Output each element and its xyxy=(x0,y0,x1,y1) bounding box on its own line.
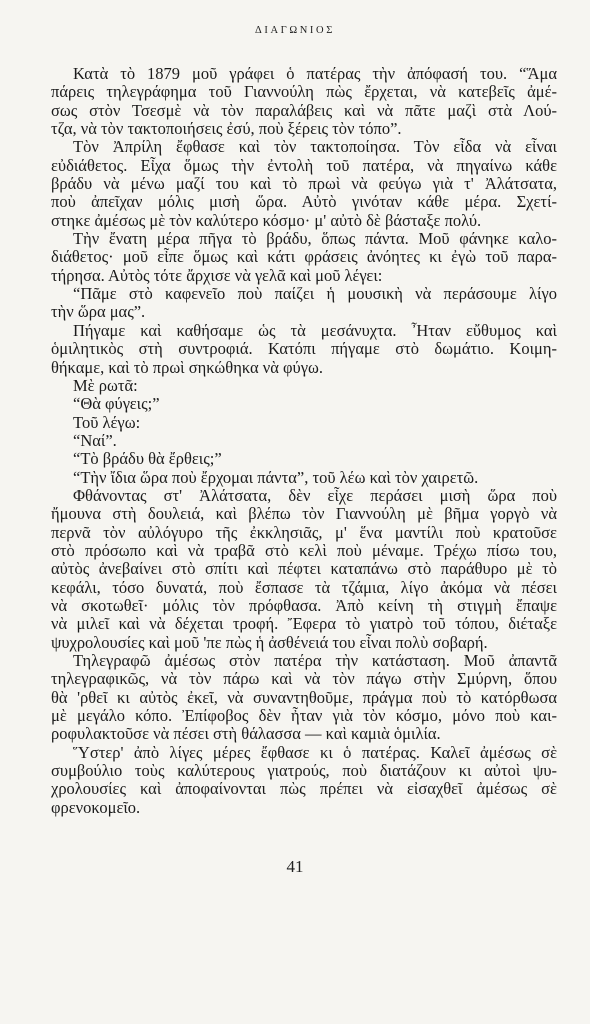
paragraph xyxy=(51,414,557,432)
text-line: θὰ 'ρθεῖ κι αὐτὸς ἐκεῖ, νὰ συναντηθοῦμε, πράγμα ποὺ τὸ κατόρθωσα xyxy=(51,688,557,707)
body-text xyxy=(51,65,557,817)
text-line: “Πᾶμε στὸ καφενεῖο ποὺ παίζει ἡ μουσικὴ νὰ περάσουμε λίγο xyxy=(73,285,557,304)
text-line: στηκε ἀμέσως μὲ τὸν καλύτερο κόσμο· μ' αὐτὸ δὲ βάσταξε πολύ. xyxy=(51,211,482,230)
text-line: Μὲ ρωτᾶ: xyxy=(73,376,138,395)
text-line: Τοῦ λέγω: xyxy=(73,413,141,432)
text-line: τὴν ὥρα μας”. xyxy=(51,303,146,322)
text-line: ποὺ ἀπεῖχαν μόλις μισὴ ὥρα. Αὐτὸ γινόταν κάθε μέρα. Σχετί- xyxy=(51,193,557,212)
text-line: τζα, νὰ τὸν τακτοποιήσεις ἐσύ, ποὺ ξέρεις τὸν τόπο”. xyxy=(51,120,402,139)
text-line: ἤμουνα στὴ δουλειά, καὶ βλέπω τὸν Γιαννούλη μὲ βῆμα γοργὸ νὰ xyxy=(51,505,557,524)
paragraph xyxy=(51,65,557,138)
text-line: Πήγαμε καὶ καθήσαμε ὡς τὰ μεσάνυχτα. Ἦταν εὔθυμος καὶ xyxy=(73,321,557,340)
text-line: στὸ πρόσωπο καὶ νὰ τραβᾶ στὸ κελὶ ποὺ μέναμε. Τρέχω πίσω του, xyxy=(51,541,557,560)
text-line: ὁμιλητικὸς στὴ συντροφιά. Κατόπι πήγαμε στὸ δωμάτιο. Κοιμη- xyxy=(51,340,557,359)
text-line: συμβούλιο τοὺς καλύτερους γιατρούς, ποὺ διατάζουν κι αὐτοὶ ψυ- xyxy=(51,762,557,781)
paragraph xyxy=(51,432,557,450)
paragraph xyxy=(51,652,557,744)
text-line: κεφάλι, τόσο δυνατά, ποὺ ἔσπασε τὰ τζάμια, λίγο ἀκόμα νὰ πέσει xyxy=(51,578,557,597)
paragraph xyxy=(51,285,557,322)
paragraph xyxy=(51,230,557,285)
paragraph xyxy=(51,487,557,652)
text-line: τηλεγραφικῶς, νὰ τὸν πάρω καὶ νὰ τὸν πάγω στὴν Σμύρνη, ὅπου xyxy=(51,670,557,689)
paragraph xyxy=(51,450,557,468)
text-line: Κατὰ τὸ 1879 μοῦ γράφει ὁ πατέρας τὴν ἀπόφασή του. “Ἅμα xyxy=(73,65,557,83)
paragraph xyxy=(51,744,557,817)
text-line: θήκαμε, καὶ τὸ πρωὶ σηκώθηκα νὰ φύγω. xyxy=(51,358,323,377)
text-line: μὲ μεγάλο κόπο. Ἐπίφοβος δὲν ἦταν γιὰ τὸν κόσμο, μόνο ποὺ και- xyxy=(51,707,557,726)
text-line: νὰ μιλεῖ καὶ νὰ δέχεται τροφή. Ἔφερα τὸ γιατρὸ τοῦ τόπου, διέταξε xyxy=(51,615,557,634)
page-number: 41 xyxy=(286,857,304,876)
text-line: Τηλεγραφῶ ἀμέσως στὸν πατέρα τὴν κατάσταση. Μοῦ ἀπαντᾶ xyxy=(73,652,557,670)
text-line: διάθετος· μοῦ εἶπε ὅμως καὶ κάτι φράσεις ἀνόητες κι ἐγὼ τοῦ παρα- xyxy=(51,248,557,267)
text-line: φρενοκομεῖο. xyxy=(51,798,141,817)
text-line: Φθάνοντας στ' Ἀλάτσατα, δὲν εἶχε περάσει μισὴ ὥρα ποὺ xyxy=(73,486,557,505)
paragraph xyxy=(51,469,557,487)
text-line: ψυχρολουσίες καὶ μοῦ 'πε πὼς ἡ ἀσθένειά του εἶναι πολὺ σοβαρή. xyxy=(51,633,488,652)
text-line: νὰ σκοτωθεῖ· μόλις τὸν πρόφθασα. Ἀπὸ κείνη τὴ στιγμὴ ἔπαψε xyxy=(51,596,557,615)
text-line: σως στὸν Τσεσμὲ νὰ τὸν παραλάβεις καὶ νὰ πᾶτε μαζὶ στὰ Λού- xyxy=(51,101,557,120)
text-line: ροφυλακτοῦσε νὰ πέσει στὴ θάλασσα — καὶ καμιὰ ὁμιλία. xyxy=(51,725,441,744)
paragraph xyxy=(51,138,557,230)
text-line: τήρησα. Αὐτὸς τότε ἄρχισε νὰ γελᾶ καὶ μοῦ λέγει: xyxy=(51,266,383,285)
paragraph xyxy=(51,377,557,395)
text-line: “Τὴν ἴδια ὥρα ποὺ ἔρχομαι πάντα”, τοῦ λέω καὶ τὸν χαιρετῶ. xyxy=(73,468,479,487)
text-line: χρολουσίες καὶ ἀποφαίνονται πὼς πρέπει νὰ εἰσαχθεῖ ἀμέσως σὲ xyxy=(51,780,557,799)
text-line: “Ναί”. xyxy=(73,431,117,450)
text-line: “Τὸ βράδυ θὰ ἔρθεις;” xyxy=(73,450,222,469)
text-line: “Θὰ φύγεις;” xyxy=(73,395,160,414)
paragraph xyxy=(51,322,557,377)
text-line: Τὴν ἔνατη μέρα πῆγα τὸ βράδυ, ὅπως πάντα. Μοῦ φάνηκε καλο- xyxy=(73,230,557,249)
text-line: πάρεις τηλεγράφημα τοῦ Γιαννούλη πὼς ἔρχεται, νὰ κατεβεῖς ἀμέ- xyxy=(51,83,557,102)
text-line: βράδυ νὰ μένω μαζί του καὶ τὸ πρωὶ νὰ φεύγω γιὰ τ' Ἀλάτσατα, xyxy=(51,175,557,194)
running-header: ΔΙΑΓΩΝΙΟΣ xyxy=(255,25,335,36)
text-line: αὐτὸς ἀνεβαίνει στὸ σπίτι καὶ πέφτει καταπάνω στὸ παράθυρο μὲ τὸ xyxy=(51,560,557,579)
text-line: περνᾶ τὸν αὐλόγυρο τῆς ἐκκλησιᾶς, μ' ἕνα μαντίλι ποὺ κρατοῦσε xyxy=(51,523,557,542)
text-line: εὐδιάθετος. Εἶχα ὅμως τὴν ἐντολὴ τοῦ πατέρα, νὰ πηγαίνω κάθε xyxy=(51,156,557,175)
text-line: Ὕστερ' ἀπὸ λίγες μέρες ἔφθασε κι ὁ πατέρας. Καλεῖ ἀμέσως σὲ xyxy=(73,743,557,762)
paragraph xyxy=(51,395,557,413)
text-line: Τὸν Ἀπρίλη ἔφθασε καὶ τὸν τακτοποίησα. Τὸν εἶδα νὰ εἶναι xyxy=(73,138,557,157)
